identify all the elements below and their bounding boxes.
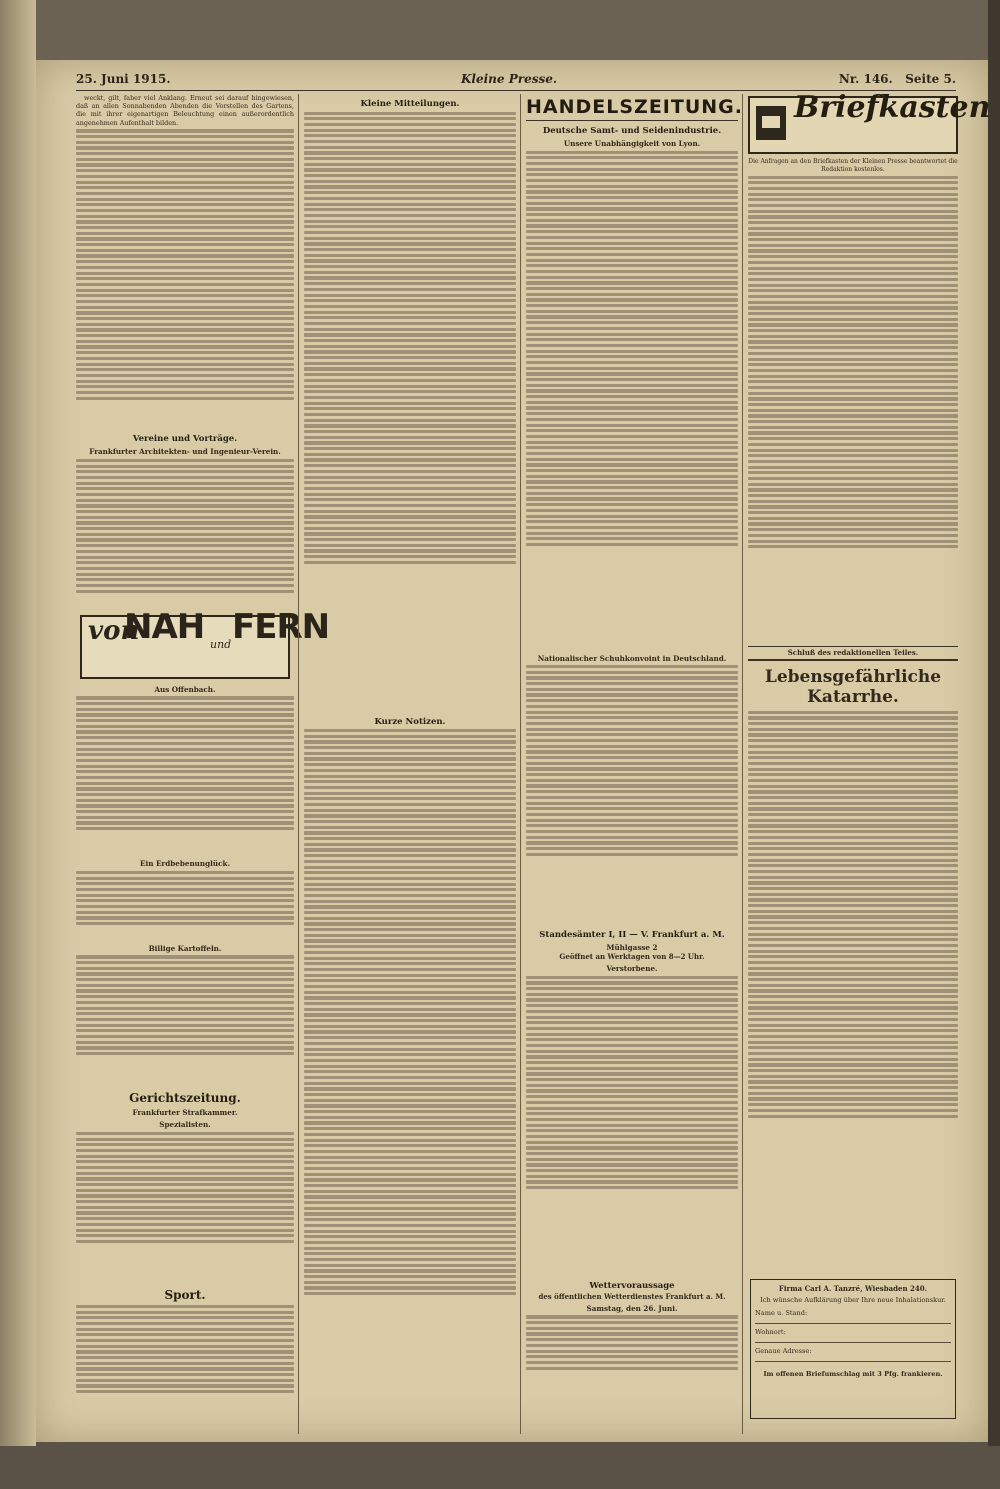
briefkasten-note: Die Anfragen an den Briefkasten der Kleinen Presse beantwortet die Redaktion kostenlos. [748,158,958,173]
coupon-wohnort-label: Wohnort: [755,1327,786,1336]
verein-subheading: Frankfurter Architekten- und Ingenieur-Verein. [89,447,281,457]
wetter-date: Samstag, den 26. Juni. [586,1303,678,1313]
column-1 [76,94,330,1434]
text-block [304,729,516,1489]
column-3 [526,94,743,1434]
sport-heading: Sport. [164,1287,206,1302]
text-block [526,151,738,651]
header-issue: Nr. 146. [838,72,893,86]
standesaemter-hours: Geöffnet an Werktagen von 8—2 Uhr. [559,952,705,961]
text-block [526,1315,738,1395]
col1-intro: weckt, gilt, faber viel Anklang. Erneut sei darauf hingewiesen, daß an allen Sonnabenden Abenden die Vorstellen des Gartens, die mit ihrer eigenartigen Beleuchtung einen außerordentlich angenehmen Aufenthalt bilden. [76,94,294,127]
coupon-text: Ich wünsche Aufklärung über Ihre neue Inhalationskur. [760,1295,946,1304]
wetterdienst-subheading: des öffentlichen Wetterdienstes Frankfurt a. M. [538,1291,726,1301]
banner-fern: FERN [232,606,330,647]
scan-top-edge [36,0,1000,60]
briefkasten-title: Briefkasten [794,90,991,125]
header-page: Seite 5. [905,72,956,86]
text-block [76,459,294,609]
text-block [76,955,294,1085]
banner-von: von [88,615,140,646]
coupon-name-field [755,1309,951,1324]
strafkammer-subheading: Frankfurter Strafkammer. [132,1108,238,1118]
coupon-adresse-field [755,1347,951,1362]
wettervoraussage-heading: Wettervoraussage [589,1280,675,1291]
end-of-editorial-note: Schluß des redaktionellen Teiles. [748,646,958,661]
header-issue-page [839,72,956,86]
vereine-heading: Vereine und Vorträge. [132,434,238,445]
kleine-mitteilungen-heading: Kleine Mitteilungen. [360,99,460,109]
column-4 [748,90,991,1434]
banner-und: und [210,637,232,651]
kartoffeln-heading: Billige Kartoffeln. [148,943,222,953]
text-block [76,1132,294,1282]
column-divider [298,94,299,1434]
text-block [748,176,958,646]
order-coupon [750,1279,956,1419]
text-block [76,696,294,856]
verstorbene-heading: Verstorbene. [606,964,658,974]
column-divider [742,94,743,1434]
text-block [304,112,516,712]
adjacent-page-strip [0,0,36,1446]
mailbox-icon [756,106,786,140]
firma-tanzre: Firma Carl A. Tanzré, Wiesbaden 240. [778,1283,928,1293]
text-block [76,129,294,429]
text-block [76,871,294,941]
page-header [76,72,956,90]
banner-nah: NAH [124,606,205,647]
column-divider [520,94,521,1434]
standesaemter-address: Mühlgasse 2 [606,943,658,952]
briefkasten-banner [748,90,991,154]
offenbach-heading: Aus Offenbach. [154,684,216,694]
seidenindustrie-heading: Deutsche Samt- und Seidenindustrie. [542,126,722,136]
handelszeitung-heading: HANDELSZEITUNG. [526,96,738,121]
schuh-heading: Nationalischer Schuhkonvoint in Deutschland. [537,653,727,663]
gerichtszeitung-heading: Gerichtszeitung. [129,1091,241,1106]
text-block [76,1305,294,1425]
coupon-footer: Im offenen Briefumschlag mit 3 Pfg. frankieren. [763,1369,943,1378]
von-nah-und-fern-banner [80,606,330,679]
coupon-name-label: Name u. Stand: [755,1308,808,1317]
erdbeben-heading: Ein Erdbebenunglück. [140,859,230,869]
coupon-adresse-label: Genaue Adresse: [755,1346,812,1355]
standesaemter-heading: Standesämter I, II — V. Frankfurt a. M. [539,930,725,940]
text-block [526,665,738,925]
text-block [748,711,958,1271]
spezialisten-subheading: Spezialisten. [159,1120,211,1130]
scan-right-edge [988,0,1000,1446]
coupon-wohnort-field [755,1328,951,1343]
text-block [526,976,738,1276]
column-2 [304,94,516,1434]
newspaper-page [36,60,991,1442]
katarrhe-heading: Lebensgefährliche Katarrhe. [764,666,942,707]
kurze-notizen-heading: Kurze Notizen. [374,716,446,727]
header-date: 25. Juni 1915. [76,72,171,86]
lyon-subheading: Unsere Unabhängigkeit von Lyon. [563,139,701,148]
header-paper-name: Kleine Presse. [461,72,558,86]
